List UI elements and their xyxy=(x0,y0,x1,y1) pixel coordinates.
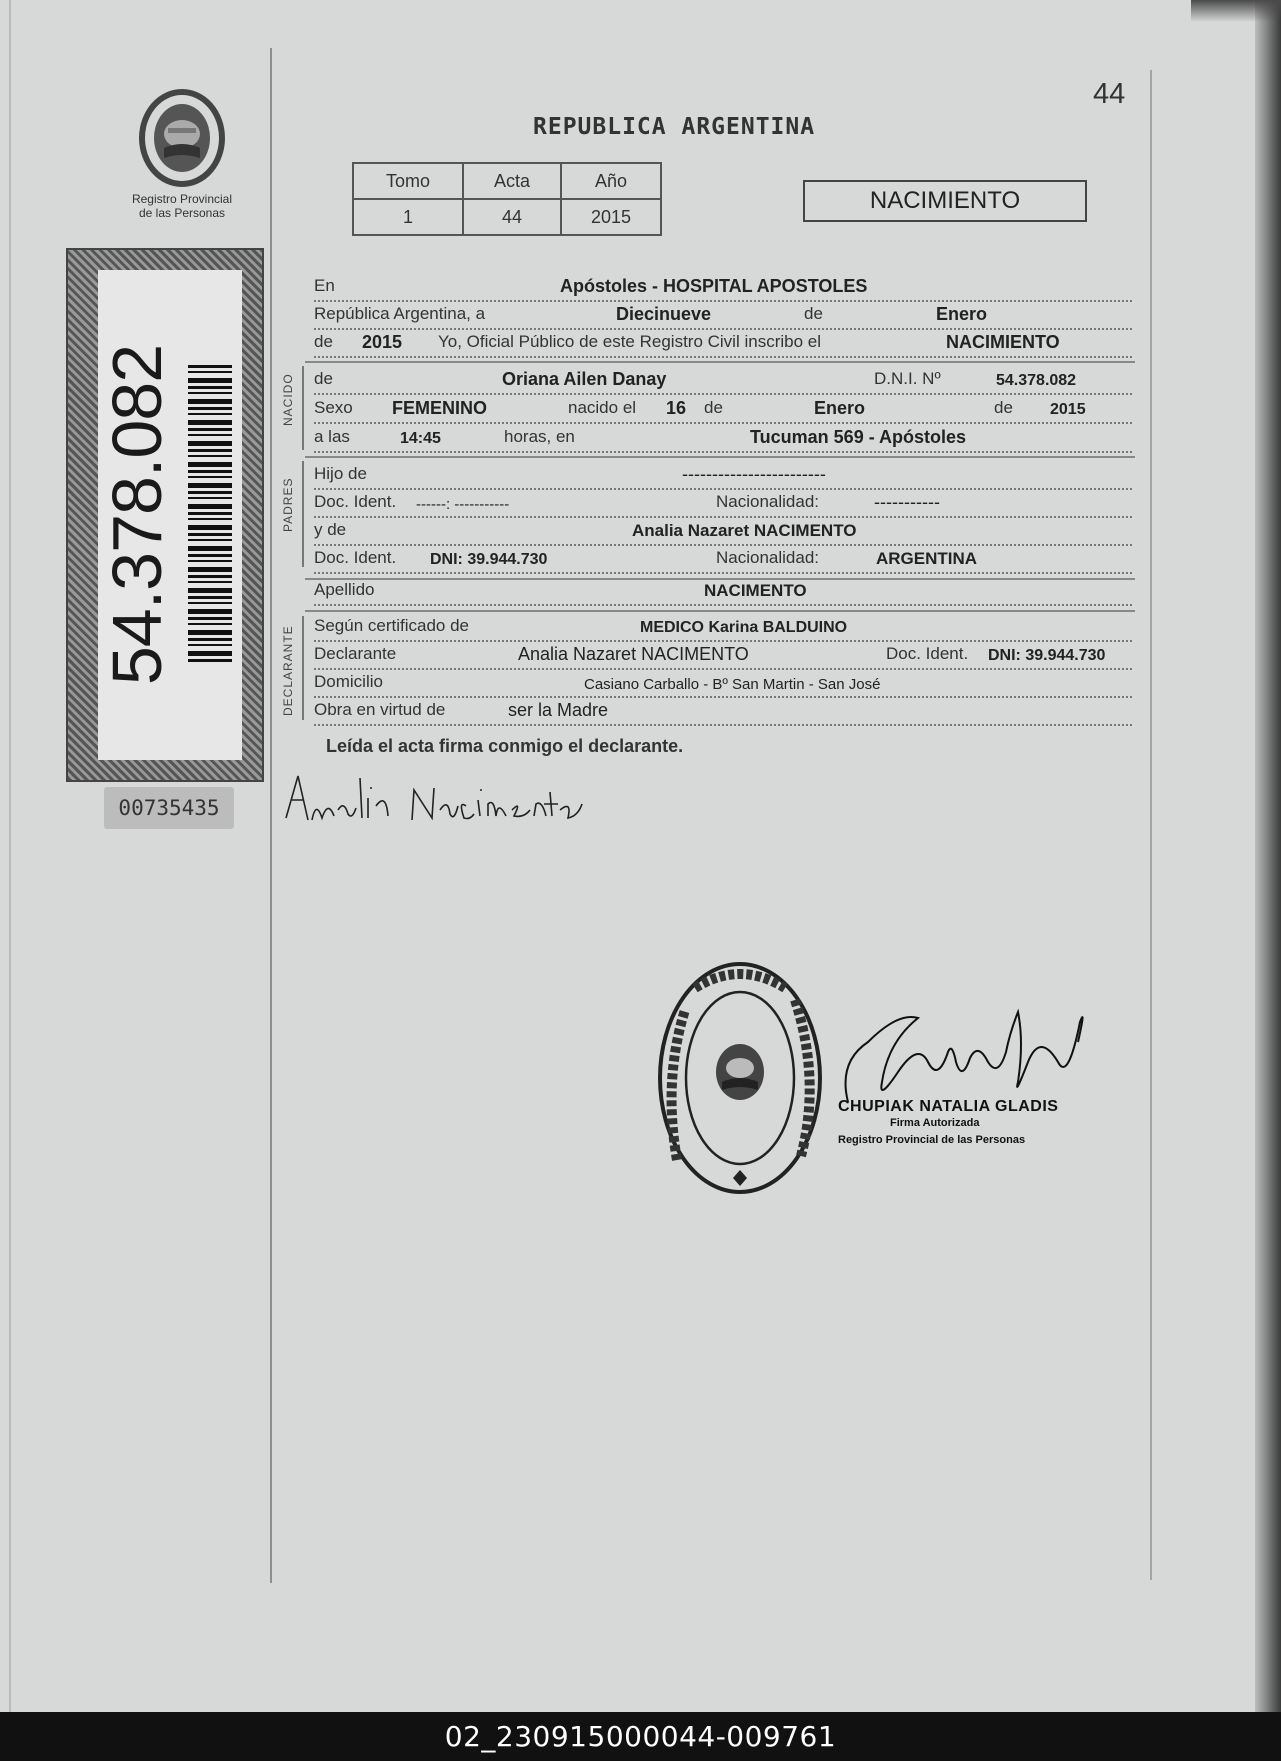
logo-caption-line1: Registro Provincial xyxy=(131,192,233,206)
record-type-box: NACIMIENTO xyxy=(803,180,1087,222)
label-de-birth-month: de xyxy=(704,398,723,417)
value-dni: 54.378.082 xyxy=(996,372,1077,389)
label-nacido-el: nacido el xyxy=(568,398,637,417)
row-en xyxy=(314,272,1132,302)
row-year xyxy=(314,328,1132,358)
registry-table xyxy=(352,162,662,236)
label-horas-en: horas, en xyxy=(504,427,575,446)
label-obra: Obra en virtud de xyxy=(314,700,446,719)
officer-block xyxy=(838,1098,1058,1149)
row-doc1 xyxy=(314,488,1132,518)
registry-stamp-icon xyxy=(655,960,825,1196)
officer-office: Registro Provincial de las Personas xyxy=(838,1134,1026,1146)
page-shadow xyxy=(1191,0,1281,22)
value-birth-time: 14:45 xyxy=(400,430,441,447)
nacido-bracket xyxy=(302,366,304,450)
label-doc2: Doc. Ident. xyxy=(314,548,397,567)
misiones-seal-icon xyxy=(132,88,232,188)
registry-logo xyxy=(118,88,246,220)
section-label-padres: PADRES xyxy=(281,477,295,532)
row-hora xyxy=(314,423,1132,453)
form-left-rule xyxy=(270,48,272,1583)
value-month: Enero xyxy=(936,304,988,324)
id-number-strip xyxy=(66,248,264,782)
left-margin-rule xyxy=(9,0,11,1712)
id-strip-inner xyxy=(98,270,242,760)
label-nacido-de: de xyxy=(314,369,333,388)
value-birth-year: 2015 xyxy=(1050,401,1086,418)
closing-statement: Leída el acta firma conmigo el declarante. xyxy=(326,736,684,756)
section-label-declarante: DECLARANTE xyxy=(281,625,295,716)
label-en: En xyxy=(314,276,335,295)
value-certificado: MEDICO Karina BALDUINO xyxy=(640,619,848,636)
value-day: Diecinueve xyxy=(616,304,712,324)
padres-bracket xyxy=(302,461,304,567)
label-apellido: Apellido xyxy=(314,580,375,599)
label-hijo-de: Hijo de xyxy=(314,464,367,483)
dni-vertical-number xyxy=(95,270,179,760)
value-apellido: NACIMENTO xyxy=(704,581,807,600)
label-dni: D.N.I. Nº xyxy=(874,369,941,388)
row-hijo-de xyxy=(314,460,1132,490)
declarante-bracket xyxy=(302,616,304,720)
label-certificado: Según certificado de xyxy=(314,616,469,635)
dni-vertical-text: 54.378.082 xyxy=(98,344,176,686)
officer-name: CHUPIAK NATALIA GLADIS xyxy=(838,1098,1059,1115)
section-rule-1 xyxy=(305,361,1135,363)
declarant-signature-icon xyxy=(282,770,602,840)
row-apellido xyxy=(314,576,1132,606)
label-declarante: Declarante xyxy=(314,644,397,663)
row-sexo xyxy=(314,394,1132,424)
control-number: 00735435 xyxy=(104,787,234,829)
label-a-las: a las xyxy=(314,427,350,446)
page-number: 44 xyxy=(1093,78,1126,110)
value-sexo: FEMENINO xyxy=(392,398,488,418)
label-nac1: Nacionalidad: xyxy=(716,492,820,511)
section-label-nacido: NACIDO xyxy=(281,373,295,426)
label-doc-declarante: Doc. Ident. xyxy=(886,644,969,663)
value-nac1: ----------- xyxy=(874,492,940,512)
declarant-signature xyxy=(282,770,602,845)
value-declarante: Analia Nazaret NACIMENTO xyxy=(518,644,749,664)
row-declarante xyxy=(314,640,1132,670)
value-nac2: ARGENTINA xyxy=(876,549,978,568)
label-doc1: Doc. Ident. xyxy=(314,492,397,511)
value-domicilio: Casiano Carballo - Bº San Martin - San José xyxy=(584,676,881,693)
label-republica: República Argentina, a xyxy=(314,304,486,323)
value-doc-declarante: DNI: 39.944.730 xyxy=(988,647,1106,664)
value-anio: 2015 xyxy=(561,199,661,235)
row-doc2 xyxy=(314,544,1132,574)
value-child-name: Oriana Ailen Danay xyxy=(502,369,667,389)
official-stamp xyxy=(655,960,825,1201)
officer-role: Firma Autorizada xyxy=(890,1117,980,1129)
logo-caption-line2: de las Personas xyxy=(138,206,226,220)
value-en: Apóstoles - HOSPITAL APOSTOLES xyxy=(560,276,868,296)
header-anio: Año xyxy=(561,163,661,199)
row-certificado xyxy=(314,612,1132,642)
row-nacido-name xyxy=(314,365,1132,395)
value-inscribo: NACIMIENTO xyxy=(946,332,1060,352)
logo-caption xyxy=(118,192,246,220)
value-obra: ser la Madre xyxy=(508,700,609,720)
label-oficial: Yo, Oficial Público de este Registro Civil inscribo el xyxy=(438,332,821,351)
section-rule-2 xyxy=(305,456,1135,458)
row-y-de xyxy=(314,516,1132,546)
value-mother: Analia Nazaret NACIMENTO xyxy=(632,521,857,540)
header-tomo: Tomo xyxy=(353,163,463,199)
label-de-birth-year: de xyxy=(994,398,1013,417)
barcode-icon xyxy=(188,365,232,665)
label-y-de: y de xyxy=(314,520,347,539)
page-edge xyxy=(1255,0,1281,1712)
row-obra xyxy=(314,696,1132,726)
registry-table-header-row xyxy=(353,163,661,199)
form-right-rule xyxy=(1150,70,1152,1580)
label-year-de: de xyxy=(314,332,333,351)
header-acta: Acta xyxy=(463,163,561,199)
row-domicilio xyxy=(314,668,1132,698)
officer-signature-icon xyxy=(828,1002,1108,1112)
value-year: 2015 xyxy=(362,332,403,352)
label-nac2: Nacionalidad: xyxy=(716,548,820,567)
label-domicilio: Domicilio xyxy=(314,672,383,691)
label-de-month: de xyxy=(804,304,823,323)
row-republica xyxy=(314,300,1132,330)
value-birth-day: 16 xyxy=(666,398,687,418)
value-acta: 44 xyxy=(463,199,561,235)
value-doc2: DNI: 39.944.730 xyxy=(430,551,548,568)
value-tomo: 1 xyxy=(353,199,463,235)
value-birth-month: Enero xyxy=(814,398,866,418)
value-birth-place: Tucuman 569 - Apóstoles xyxy=(750,427,967,447)
scan-footer-code: 02_230915000044-009761 xyxy=(0,1712,1281,1761)
country-heading: REPUBLICA ARGENTINA xyxy=(533,114,816,140)
value-doc1: ------: ----------- xyxy=(416,496,510,513)
label-sexo: Sexo xyxy=(314,398,353,417)
registry-table-value-row xyxy=(353,199,661,235)
value-father: ------------------------ xyxy=(682,464,826,484)
